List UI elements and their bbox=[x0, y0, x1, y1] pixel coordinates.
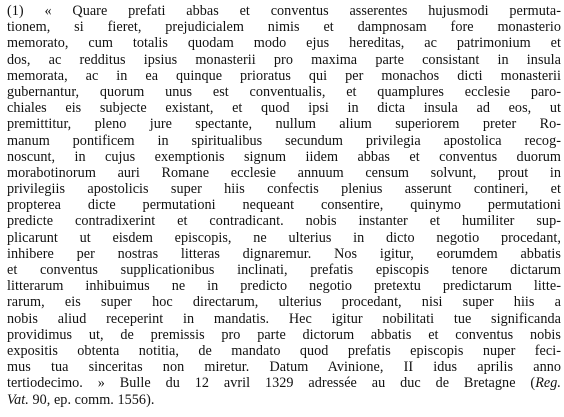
line-segment: tionem, si fieret, prejudicialem nimis et dampnosam fore monasterio bbox=[7, 19, 561, 36]
line-segment: providimus ut, de premissis pro parte dictorum abbatis et conventus nobis bbox=[7, 326, 561, 343]
text-line bbox=[7, 84, 561, 100]
text-line bbox=[7, 294, 561, 310]
text-line bbox=[7, 392, 561, 408]
text-line bbox=[7, 375, 561, 391]
italic-reference: Reg. bbox=[535, 375, 561, 392]
line-segment: privilegiis apostolicis super hiis confectis plenius asserunt contineri, et bbox=[7, 181, 561, 198]
line-segment: morabotinorum auri Romane ecclesie annuum censum solvunt, prout in bbox=[7, 164, 561, 181]
line-segment: (1) « Quare prefati abbas et conventus asserentes hujusmodi permuta- bbox=[7, 3, 561, 19]
line-segment: mus tua sinceritas non miretur. Datum Avinione, II idus aprilis anno bbox=[7, 359, 561, 376]
line-segment: litterarum inhibuimus ne in predicto negotio pretextu predictarum litte- bbox=[7, 278, 561, 295]
line-segment: manum pontificem in spiritualibus secundum privilegia apostolica recog- bbox=[7, 132, 561, 149]
text-line bbox=[7, 213, 561, 229]
text-line bbox=[7, 68, 561, 84]
line-segment: chiales eis subjecte existant, et quod ipsi in dicta insula ad eos, ut bbox=[7, 100, 561, 117]
text-line bbox=[7, 359, 561, 375]
line-segment: plicarunt ut eisdem episcopis, ne ulterius in dicto negotio procedant, bbox=[7, 229, 561, 246]
line-segment: predicte contradixerint et contradicant. nobis instanter et humiliter sup- bbox=[7, 213, 561, 230]
text-line bbox=[7, 52, 561, 68]
text-line bbox=[7, 35, 561, 51]
text-line bbox=[7, 246, 561, 262]
line-segment: inhibere per nostras litteras dignaremur. Nos igitur, eorumdem abbatis bbox=[7, 245, 561, 262]
line-segment: rarum, eis super hoc directarum, ulterius procedant, nisi super hiis a bbox=[7, 294, 561, 311]
text-line bbox=[7, 327, 561, 343]
line-segment: nobis aliud receperint in mandatis. Hec igitur nobilitati tue significanda bbox=[7, 310, 561, 327]
text-line bbox=[7, 149, 561, 165]
line-segment: tertiodecimo. » Bulle du 12 avril 1329 adressée au duc de Bretagne ( bbox=[7, 375, 536, 392]
line-segment: et conventus supplicationibus inclinati, prefatis episcopis tenore dictarum bbox=[7, 262, 561, 278]
text-line bbox=[7, 343, 561, 359]
text-line bbox=[7, 278, 561, 294]
line-segment: 90, ep. comm. 1556). bbox=[28, 391, 155, 408]
line-segment: memorato, cum totalis quodam modo ejus hereditas, ac patrimonium et bbox=[7, 35, 561, 52]
line-segment: premittitur, pleno jure spectante, nullum alium superiorem preter Ro- bbox=[7, 116, 561, 133]
line-segment: memorata, ac in ea quinque prioratus qui per monachos dicti monasterii bbox=[7, 67, 561, 84]
line-segment: dos, ac redditus ipsius monasterii pro maxima parte consistant in insula bbox=[7, 51, 561, 68]
text-line bbox=[7, 262, 561, 278]
text-line bbox=[7, 133, 561, 149]
text-line bbox=[7, 197, 561, 213]
text-line bbox=[7, 19, 561, 35]
line-segment: expositis obtenta notitia, de mandato quod prefatis episcopis nuper feci- bbox=[7, 342, 561, 359]
text-line bbox=[7, 3, 561, 19]
text-line bbox=[7, 165, 561, 181]
text-line bbox=[7, 100, 561, 116]
line-segment: noscunt, in cujus exemptionis signum iidem abbas et conventus duorum bbox=[7, 148, 561, 165]
text-line bbox=[7, 230, 561, 246]
text-line bbox=[7, 311, 561, 327]
line-segment: propterea dicte permutationi nequeant consentire, quinymo permutationi bbox=[7, 197, 561, 214]
text-line bbox=[7, 116, 561, 132]
text-line bbox=[7, 181, 561, 197]
italic-reference: Vat. bbox=[7, 391, 29, 408]
line-segment: gubernantur, quorum unus est conventualis, et quamplures ecclesie paro- bbox=[7, 83, 561, 100]
footnote-text bbox=[7, 3, 561, 408]
